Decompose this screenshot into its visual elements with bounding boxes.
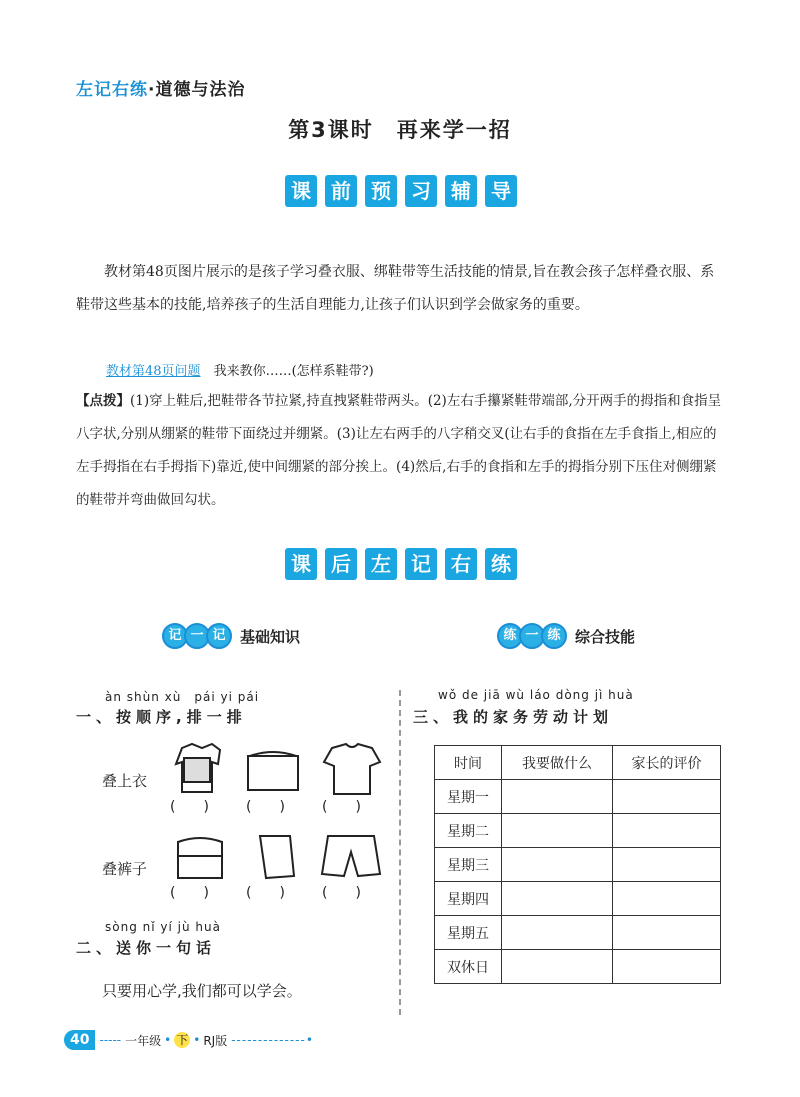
practice-title: 综合技能 <box>575 627 636 646</box>
answer-blank[interactable]: ( ) <box>246 799 285 815</box>
row1-label: 叠上衣 <box>102 772 148 790</box>
folded-pants-2-icon <box>260 836 294 878</box>
label-char: 点 <box>194 327 214 347</box>
page-footer: 40 ----- 一年级 • 下 • RJ版 --------------• <box>64 1030 314 1050</box>
answer-blank[interactable]: ( ) <box>170 885 209 901</box>
table-row <box>435 814 721 848</box>
label-char: 教 <box>106 226 126 246</box>
textbook-question-link[interactable]: 教材第48页问题 <box>106 364 201 379</box>
label-char: 识 <box>172 226 192 246</box>
knowledge-text: 教材第48页图片展示的是孩子学习叠衣服、绑鞋带等生活技能的情景,旨在教会孩子怎样叠衣服、系鞋带这些基本的技能,培养孩子的生活自理能力,让孩子们认识到学会做家务的重要。 <box>76 264 715 313</box>
column-divider <box>399 690 401 1015</box>
remember-heading <box>162 623 300 649</box>
table-row <box>435 916 721 950</box>
page-number: 40 <box>64 1030 95 1050</box>
q2-text: 只要用心学,我们都可以学会。 <box>102 982 302 1000</box>
day-cell: 星期二 <box>435 814 502 848</box>
label-char: 题 <box>172 327 192 347</box>
table-header-row <box>435 746 721 780</box>
banner-char: 课 <box>285 548 317 580</box>
tip-text: (1)穿上鞋后,把鞋带各节拉紧,持直拽紧鞋带两头。(2)左右手攥紧鞋带端部,分开两手的拇指和食指呈八字状,分别从绷紧的鞋带下面绕过并绷紧。(3)让左右两手的八字稍交叉(让右手的食指在左手食指上,相应的左手拇指在右手拇指下)靠近,使中间绷紧的部分挨上。(4)然后,右手的食指和左手的拇指分别下压住对侧绷紧的鞋带并弯曲做回勾状。 <box>76 393 722 508</box>
answer-blank[interactable]: ( ) <box>322 885 361 901</box>
icon-char: 练 <box>497 623 523 649</box>
task-cell[interactable] <box>502 882 613 916</box>
banner-char: 导 <box>485 175 517 207</box>
day-cell: 星期一 <box>435 780 502 814</box>
banner-char: 记 <box>405 548 437 580</box>
evaluation-cell[interactable] <box>613 848 721 882</box>
answer-blank[interactable]: ( ) <box>246 885 285 901</box>
evaluation-cell[interactable] <box>613 814 721 848</box>
banner-char: 辅 <box>445 175 477 207</box>
label-char: 教 <box>106 327 126 347</box>
practice-heading <box>497 623 635 649</box>
table-row <box>435 780 721 814</box>
label-char: 解 <box>216 226 236 246</box>
day-cell: 星期四 <box>435 882 502 916</box>
q3-heading: 三、我的家务劳动计划 <box>413 708 614 726</box>
banner-char: 后 <box>325 548 357 580</box>
q1-pinyin: àn shùn xù pái yi pái <box>105 690 260 704</box>
banner-char: 右 <box>445 548 477 580</box>
term: 下 <box>176 1033 189 1047</box>
icon-char: 记 <box>162 623 188 649</box>
lesson-title: 第3课时 再来学一招 <box>288 118 512 142</box>
edition: RJ版 <box>203 1033 228 1048</box>
day-cell: 双休日 <box>435 950 502 984</box>
housework-plan-table <box>434 745 721 984</box>
folded-pants-1-icon <box>178 838 222 878</box>
q3-pinyin: wǒ de jiā wù láo dòng jì huà <box>438 688 634 702</box>
icon-char: 一 <box>184 623 210 649</box>
pants-pictures <box>170 830 390 885</box>
brand-name: 左记右练 <box>76 80 148 100</box>
q2-pinyin: sòng nǐ yí jù huà <box>105 920 221 934</box>
label-char: 详 <box>194 226 214 246</box>
answer-blank[interactable]: ( ) <box>170 799 209 815</box>
task-cell[interactable] <box>502 780 613 814</box>
task-cell[interactable] <box>502 916 613 950</box>
tip-paragraph <box>76 385 724 517</box>
banner-char: 课 <box>285 175 317 207</box>
task-cell[interactable] <box>502 950 613 984</box>
task-cell[interactable] <box>502 848 613 882</box>
banner-char: 左 <box>365 548 397 580</box>
table-row <box>435 848 721 882</box>
label-char: 问 <box>150 327 170 347</box>
label-char: 拨 <box>216 327 236 347</box>
answer-blank[interactable]: ( ) <box>322 799 361 815</box>
shirt-pictures <box>170 740 390 800</box>
table-row <box>435 950 721 984</box>
evaluation-cell[interactable] <box>613 950 721 984</box>
banner-char: 习 <box>405 175 437 207</box>
evaluation-cell[interactable] <box>613 916 721 950</box>
evaluation-cell[interactable] <box>613 882 721 916</box>
label-char: 材 <box>128 327 148 347</box>
subject-name: ·道德与法治 <box>148 80 246 100</box>
banner-preview <box>285 175 517 207</box>
question-text: 我来教你……(怎样系鞋带?) <box>213 364 374 379</box>
banner-char: 前 <box>325 175 357 207</box>
section-label-knowledge <box>106 226 238 246</box>
col-header: 家长的评价 <box>613 746 721 780</box>
tshirt-icon <box>324 744 380 794</box>
shorts-icon <box>322 836 380 876</box>
brand-header <box>76 75 245 100</box>
folded-shirt-1-icon <box>176 744 220 792</box>
remember-title: 基础知识 <box>240 627 301 646</box>
banner-practice <box>285 548 517 580</box>
q2-heading: 二、送你一句话 <box>76 939 217 957</box>
table-row <box>435 882 721 916</box>
tip-label: 【点拨】 <box>76 393 130 409</box>
col-header: 我要做什么 <box>502 746 613 780</box>
q1-heading: 一、按顺序,排一排 <box>76 708 247 726</box>
label-char: 材 <box>128 226 148 246</box>
day-cell: 星期五 <box>435 916 502 950</box>
label-char: 知 <box>150 226 170 246</box>
icon-char: 记 <box>206 623 232 649</box>
day-cell: 星期三 <box>435 848 502 882</box>
banner-char: 练 <box>485 548 517 580</box>
folded-shirt-2-icon <box>248 752 298 790</box>
banner-char: 预 <box>365 175 397 207</box>
row2-label: 叠裤子 <box>102 860 148 878</box>
icon-char: 练 <box>541 623 567 649</box>
col-header: 时间 <box>435 746 502 780</box>
question-line <box>106 355 374 388</box>
icon-char: 一 <box>519 623 545 649</box>
evaluation-cell[interactable] <box>613 780 721 814</box>
grade: 一年级 <box>125 1033 162 1048</box>
section-label-questions <box>106 327 238 347</box>
task-cell[interactable] <box>502 814 613 848</box>
